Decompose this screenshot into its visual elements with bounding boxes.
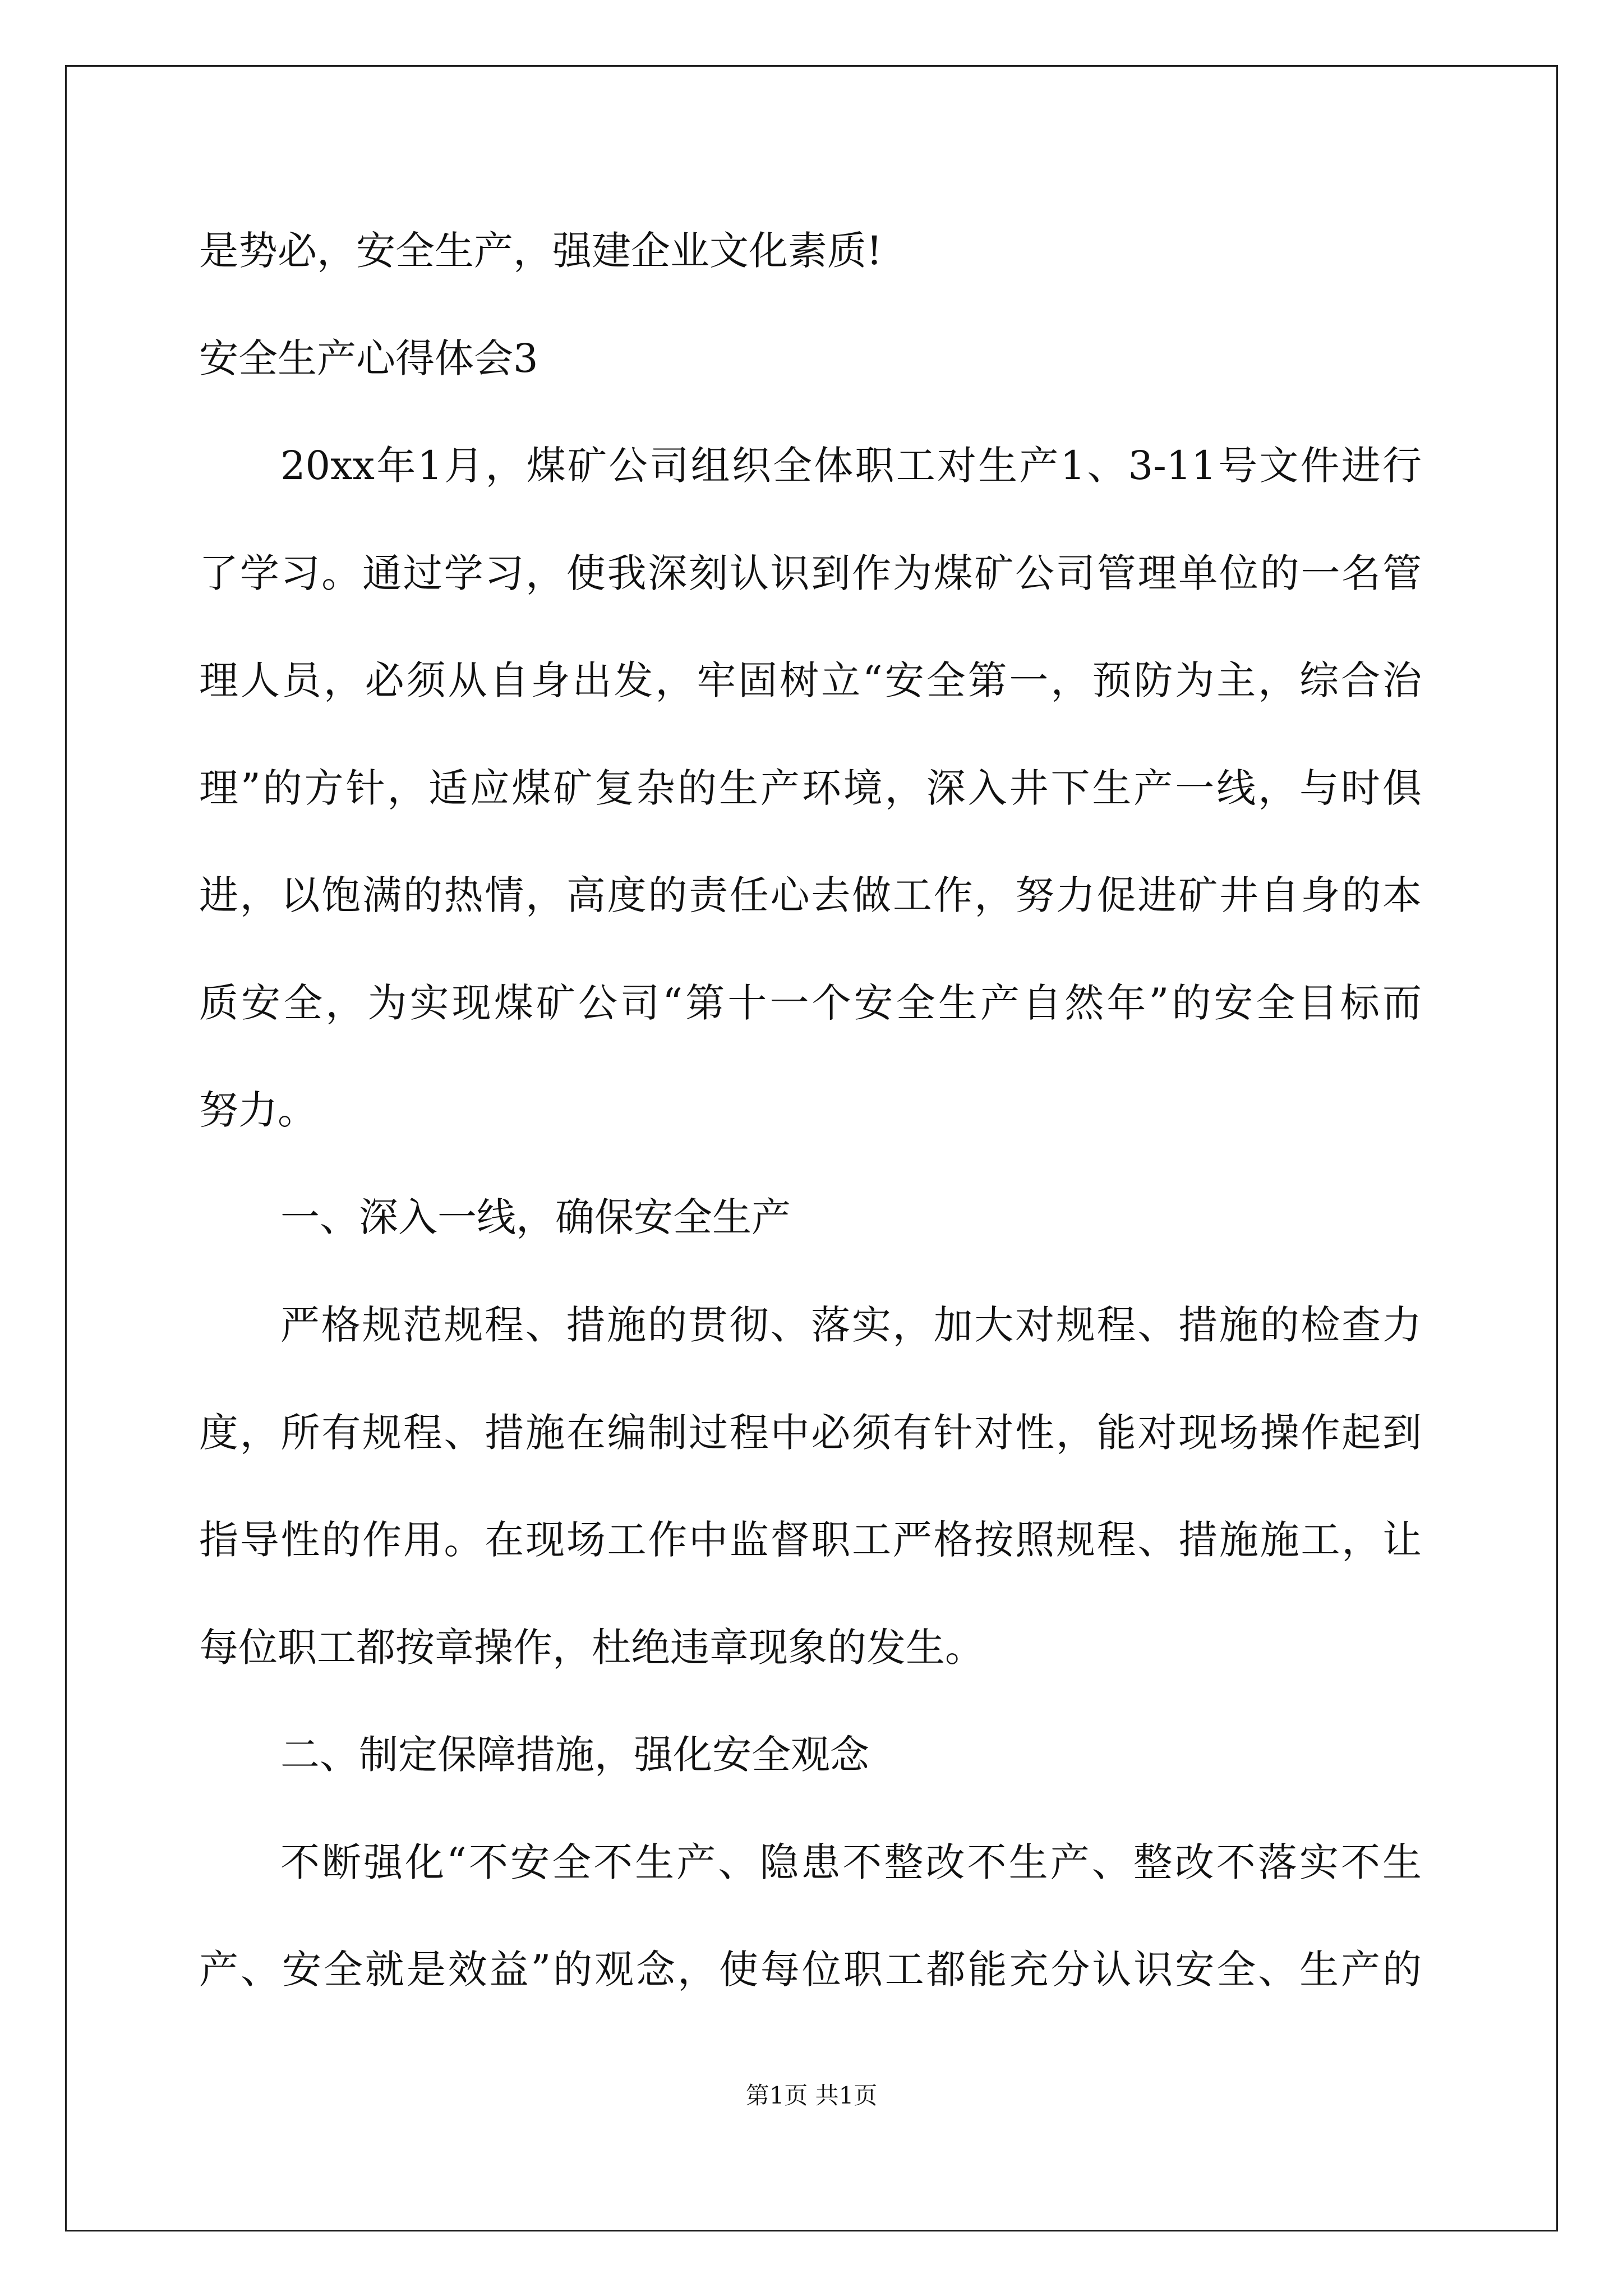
paragraph-line: 产、安全就是效益”的观念，使每位职工都能充分认识安全、生产的 [199,1947,1422,1993]
paragraph-line: 指导性的作用。在现场工作中监督职工严格按照规程、措施施工，让 [199,1517,1422,1563]
paragraph-line: 质安全，为实现煤矿公司“第十一个安全生产自然年”的安全目标而 [199,980,1422,1026]
page-footer: 第1页 共1页 [745,2082,878,2109]
paragraph-line: 理人员，必须从自身出发，牢固树立“安全第一，预防为主，综合治 [199,657,1422,703]
paragraph-line: 每位职工都按章操作，杜绝违章现象的发生。 [199,1625,984,1671]
paragraph-line: 理”的方针，适应煤矿复杂的生产环境，深入井下生产一线，与时俱 [199,765,1422,811]
section-heading-3: 安全生产心得体会3 [199,335,538,381]
paragraph-line: 20xx年1月，煤矿公司组织全体职工对生产1、3-11号文件进行 [280,443,1422,489]
paragraph-line: 不断强化“不安全不生产、隐患不整改不生产、整改不落实不生 [280,1839,1422,1885]
paragraph-line: 努力。 [199,1087,317,1133]
paragraph-line: 严格规范规程、措施的贯彻、落实，加大对规程、措施的检查力 [280,1302,1422,1348]
subheading-2: 二、制定保障措施，强化安全观念 [280,1732,869,1778]
paragraph-line: 了学习。通过学习，使我深刻认识到作为煤矿公司管理单位的一名管 [199,550,1422,596]
subheading-1: 一、深入一线，确保安全生产 [280,1194,791,1240]
paragraph-line: 度，所有规程、措施在编制过程中必须有针对性，能对现场操作起到 [199,1410,1422,1456]
page-border [65,65,1558,2231]
text-line-1: 是势必，安全生产，强建企业文化素质! [199,228,883,274]
paragraph-line: 进，以饱满的热情，高度的责任心去做工作，努力促进矿井自身的本 [199,872,1422,918]
